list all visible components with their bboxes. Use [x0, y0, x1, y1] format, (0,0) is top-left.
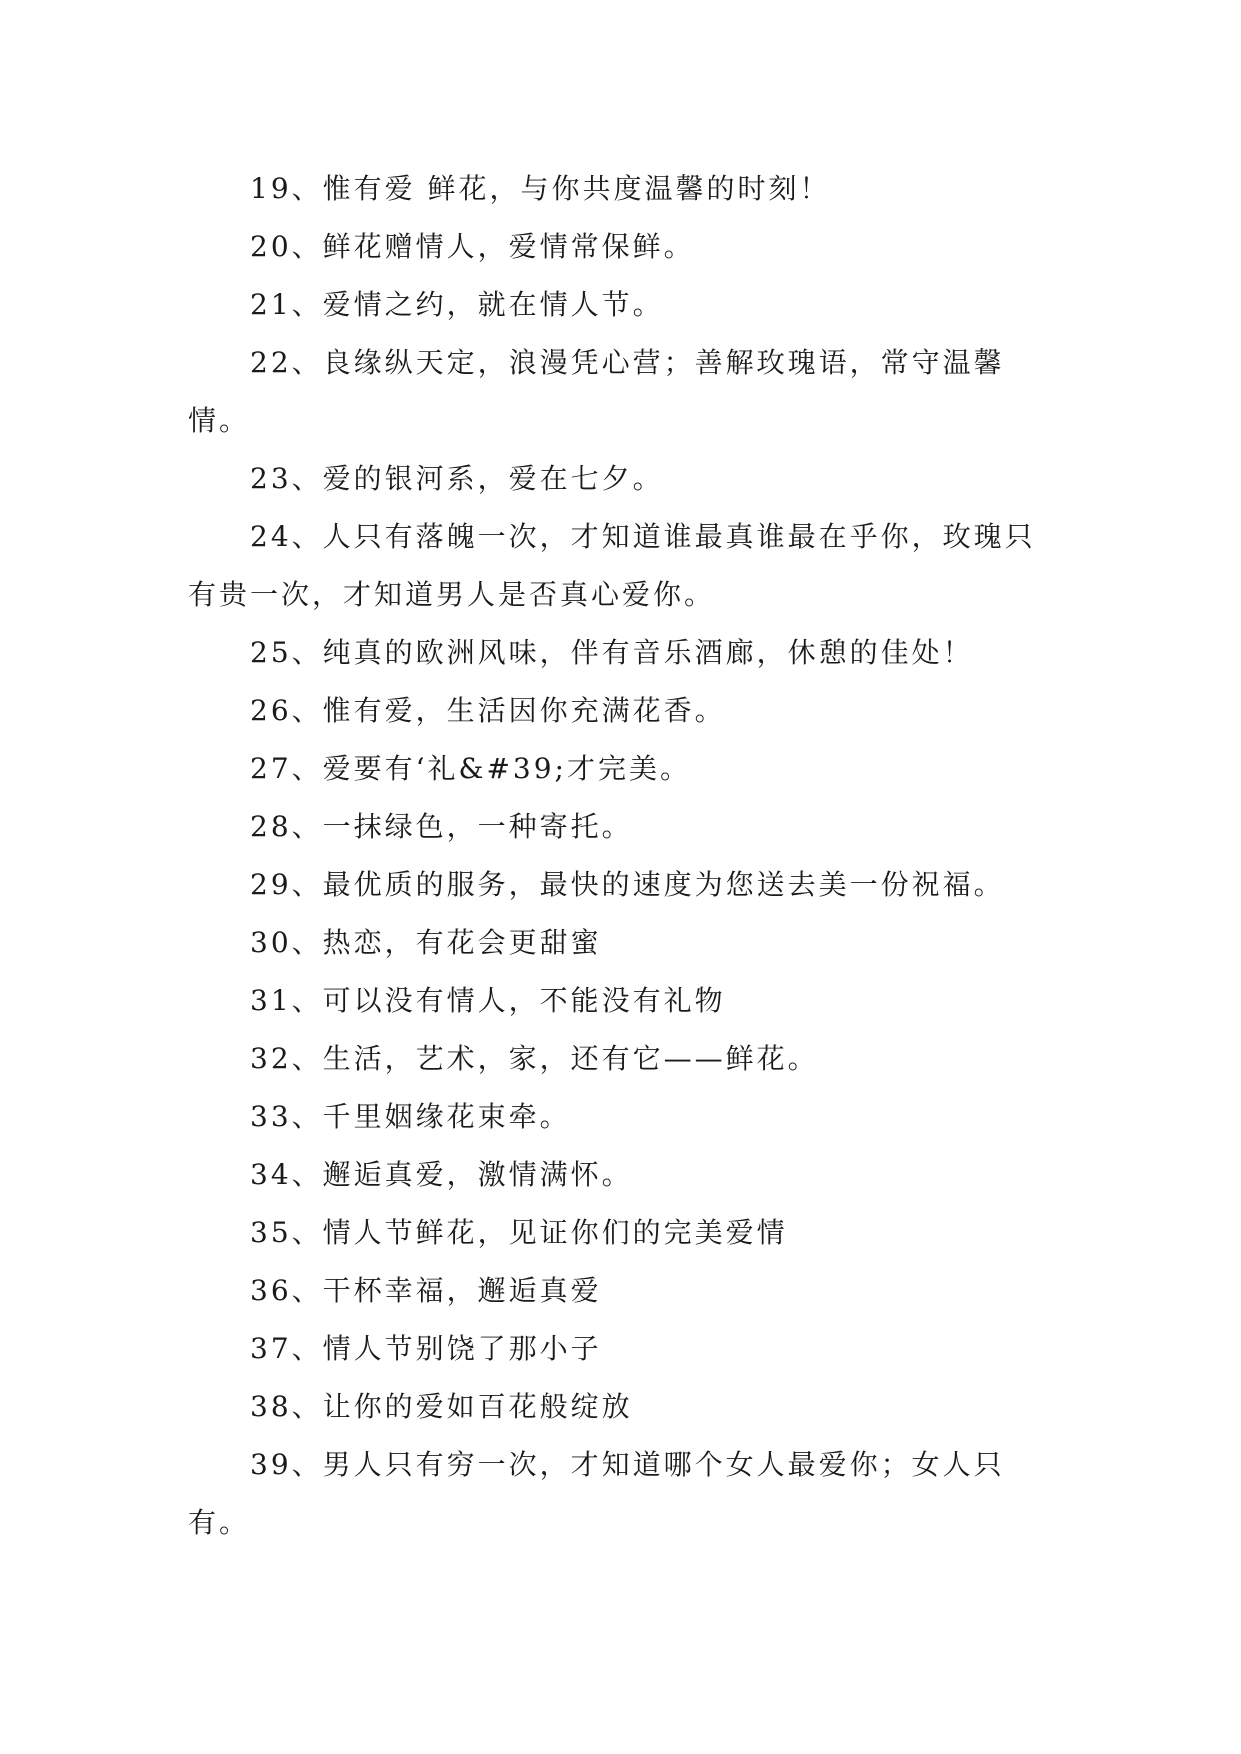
list-item: 33、千里姻缘花束牵。 [250, 1100, 571, 1133]
list-item: 25、纯真的欧洲风味，伴有音乐酒廊，休憩的佳处！ [250, 636, 974, 669]
list-item: 35、情人节鲜花，见证你们的完美爱情 [250, 1216, 788, 1249]
list-item: 30、热恋，有花会更甜蜜 [250, 926, 602, 959]
list-item: 37、情人节别饶了那小子 [250, 1332, 602, 1365]
list-item: 24、人只有落魄一次，才知道谁最真谁最在乎你，玫瑰只有贵一次，才知道男人是否真心爱你。 [188, 520, 1036, 611]
list-item: 39、男人只有穷一次，才知道哪个女人最爱你；女人只有。 [188, 1448, 1005, 1539]
list-item: 31、可以没有情人，不能没有礼物 [250, 984, 726, 1017]
list-item: 26、惟有爱，生活因你充满花香。 [250, 694, 726, 727]
list-item: 20、鲜花赠情人，爱情常保鲜。 [250, 230, 695, 263]
list-item: 22、良缘纵天定，浪漫凭心营；善解玫瑰语，常守温馨情。 [188, 346, 1005, 437]
list-item: 32、生活，艺术，家，还有它——鲜花。 [250, 1042, 819, 1075]
list-item: 27、爱要有‘礼&#39;才完美。 [250, 752, 691, 785]
document-body [188, 160, 1058, 1552]
list-item: 21、爱情之约，就在情人节。 [250, 288, 664, 321]
list-item: 38、让你的爱如百花般绽放 [250, 1390, 633, 1423]
list-item: 34、邂逅真爱，激情满怀。 [250, 1158, 633, 1191]
list-item: 28、一抹绿色，一种寄托。 [250, 810, 633, 843]
list-item: 19、惟有爱 鲜花，与你共度温馨的时刻！ [250, 172, 831, 205]
list-item: 23、爱的银河系，爱在七夕。 [250, 462, 664, 495]
list-item: 36、干杯幸福，邂逅真爱 [250, 1274, 602, 1307]
list-item: 29、最优质的服务，最快的速度为您送去美一份祝福。 [250, 868, 1005, 901]
